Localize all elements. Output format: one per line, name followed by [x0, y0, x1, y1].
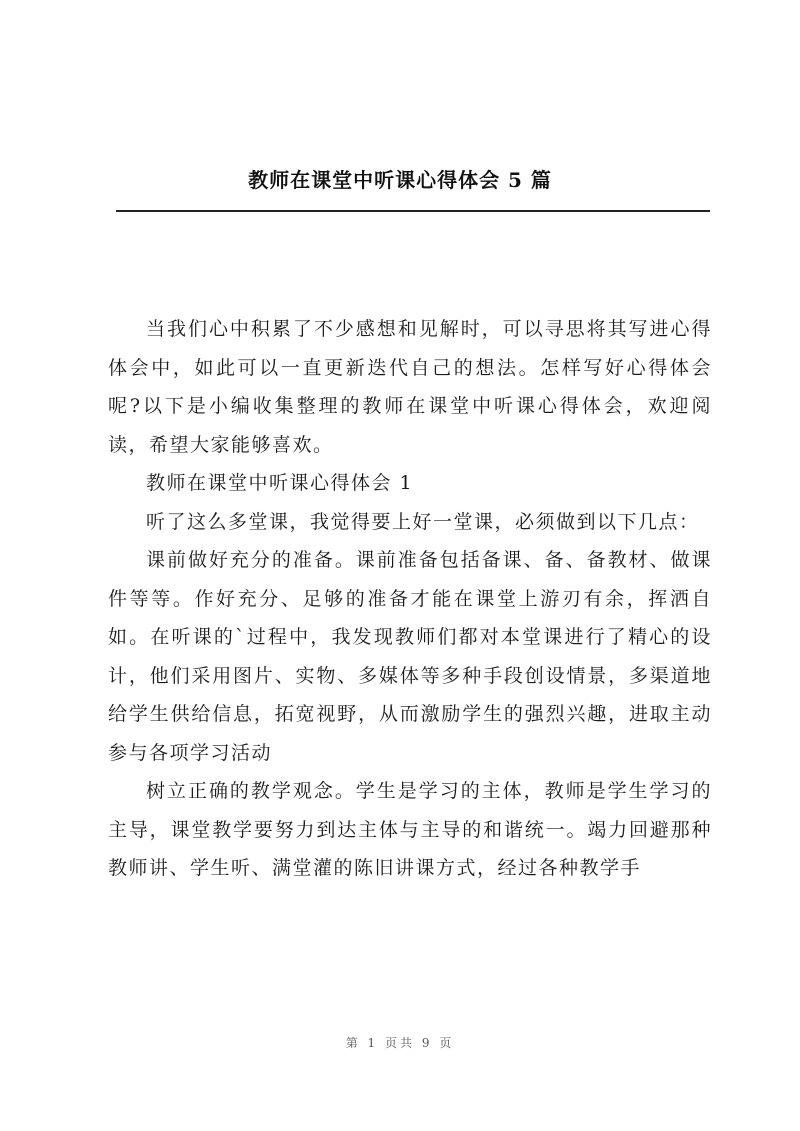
- body-paragraph: 听了这么多堂课，我觉得要上好一堂课，必须做到以下几点：: [146, 510, 700, 533]
- section-heading: 教师在课堂中听课心得体会 1: [146, 472, 414, 494]
- page-number-footer: 第 1 页共 9 页: [345, 1036, 455, 1050]
- document-body: [108, 310, 712, 888]
- document-title: 教师在课堂中听课心得体会 5 篇: [248, 168, 552, 192]
- title-underline: [116, 210, 710, 212]
- intro-paragraph: 当我们心中积累了不少感想和见解时，可以寻思将其写进心得体会中，如此可以一直更新迭代自己的想法。怎样写好心得体会呢?以下是小编收集整理的教师在课堂中听课心得体会，欢迎阅读，希望大家能够喜欢。: [108, 318, 712, 456]
- body-paragraph: 课前做好充分的准备。课前准备包括备课、备、备教材、做课件等等。作好充分、足够的准备才能在课堂上游刃有余，挥洒自如。在听课的`过程中，我发现教师们都对本堂课进行了精心的设计，他们采用图片、实物、多媒体等多种手段创设情景，多渠道地给学生供给信息，拓宽视野，从而激励学生的强烈兴趣，进取主动参与各项学习活动: [108, 549, 712, 764]
- body-paragraph: 树立正确的教学观念。学生是学习的主体，教师是学生学习的主导，课堂教学要努力到达主体与主导的和谐统一。竭力回避那种教师讲、学生听、满堂灌的陈旧讲课方式，经过各种教学手: [108, 780, 712, 879]
